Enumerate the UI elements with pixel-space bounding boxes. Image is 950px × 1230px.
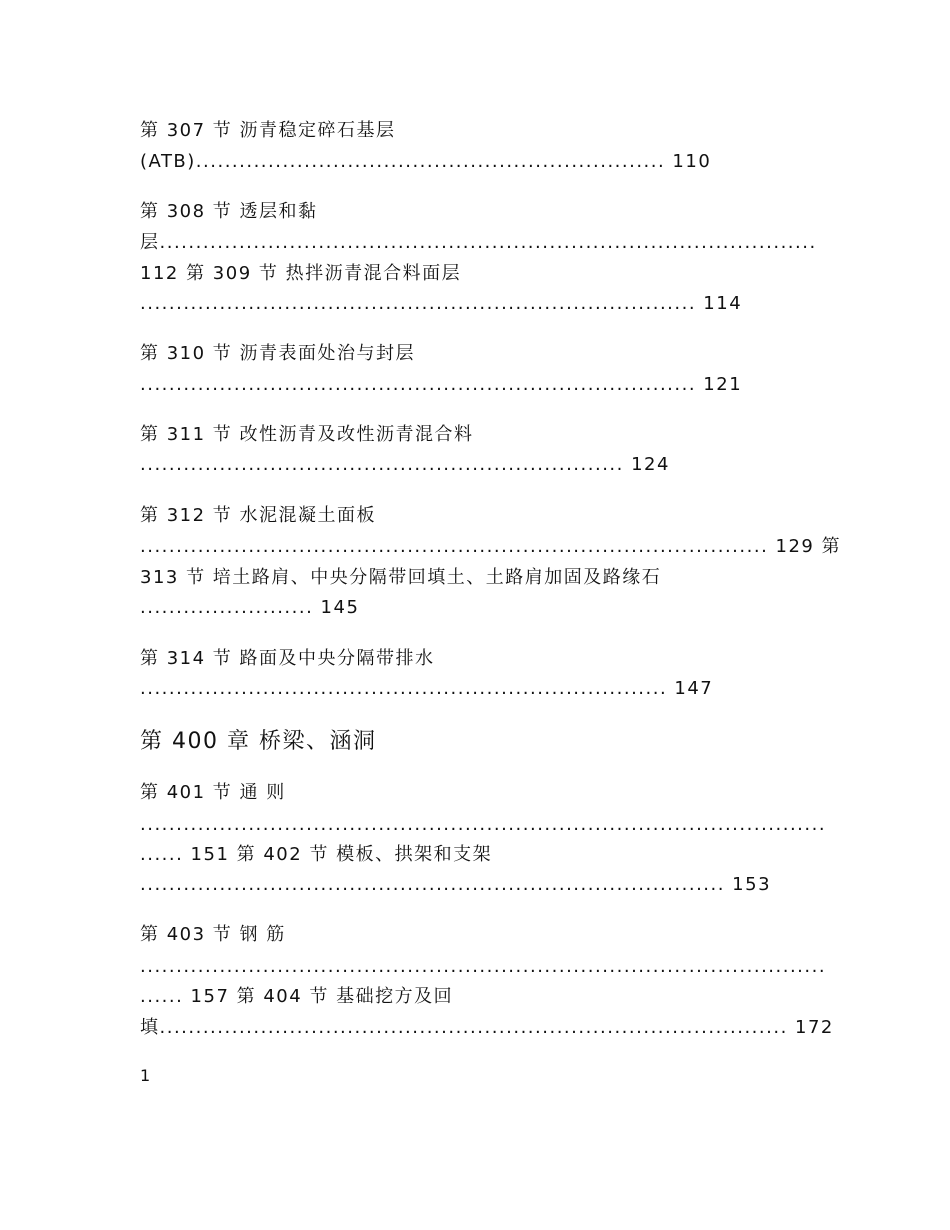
toc-entry-402-title: ...... 151 第 402 节 模板、拱架和支架 (140, 844, 493, 865)
toc-entry-314-leader: ......................................................................... 147 (140, 678, 714, 699)
toc-entry-311-title: 第 311 节 改性沥青及改性沥青混合料 (140, 424, 474, 445)
toc-chapter-400-heading: 第 400 章 桥梁、涵洞 (140, 729, 377, 754)
toc-entry-311-leader: ................................................................... 124 (140, 454, 670, 475)
toc-entry-312-title: 第 312 节 水泥混凝土面板 (140, 505, 377, 526)
toc-entry-313-leader: ........................ 145 (140, 597, 360, 618)
toc-entry-310-leader: ............................................................................. 121 (140, 374, 743, 395)
toc-entry-404-leader: 填....................................................................................... 172 (140, 1017, 834, 1038)
toc-entry-309-leader: ............................................................................. 114 (140, 293, 743, 314)
toc-entry-402-leader: ................................................................................. 153 (140, 874, 772, 895)
toc-entry-308-title: 第 308 节 透层和黏 (140, 201, 318, 222)
page-number: 1 (140, 1066, 151, 1085)
toc-entry-404-title: ...... 157 第 404 节 基础挖方及回 (140, 986, 454, 1007)
toc-entry-403-title: 第 403 节 钢 筋 (140, 924, 286, 945)
toc-entry-403-leader: ............................................................................................... (140, 956, 827, 977)
toc-entry-309-title: 112 第 309 节 热拌沥青混合料面层 (140, 263, 462, 284)
toc-entry-401-title: 第 401 节 通 则 (140, 782, 286, 803)
toc-entry-307-title: 第 307 节 沥青稳定碎石基层 (140, 120, 396, 141)
toc-entry-312-leader: ....................................................................................... 129 第 (140, 536, 842, 557)
toc-entry-313-title: 313 节 培土路肩、中央分隔带回填土、土路肩加固及路缘石 (140, 567, 662, 588)
toc-entry-314-title: 第 314 节 路面及中央分隔带排水 (140, 648, 435, 669)
toc-entry-310-title: 第 310 节 沥青表面处治与封层 (140, 343, 416, 364)
toc-entry-307-leader: (ATB)................................................................. 110 (140, 151, 712, 172)
toc-entry-401-leader: ............................................................................................... (140, 814, 827, 835)
toc-entry-308-leader: 层........................................................................................... (140, 232, 817, 253)
